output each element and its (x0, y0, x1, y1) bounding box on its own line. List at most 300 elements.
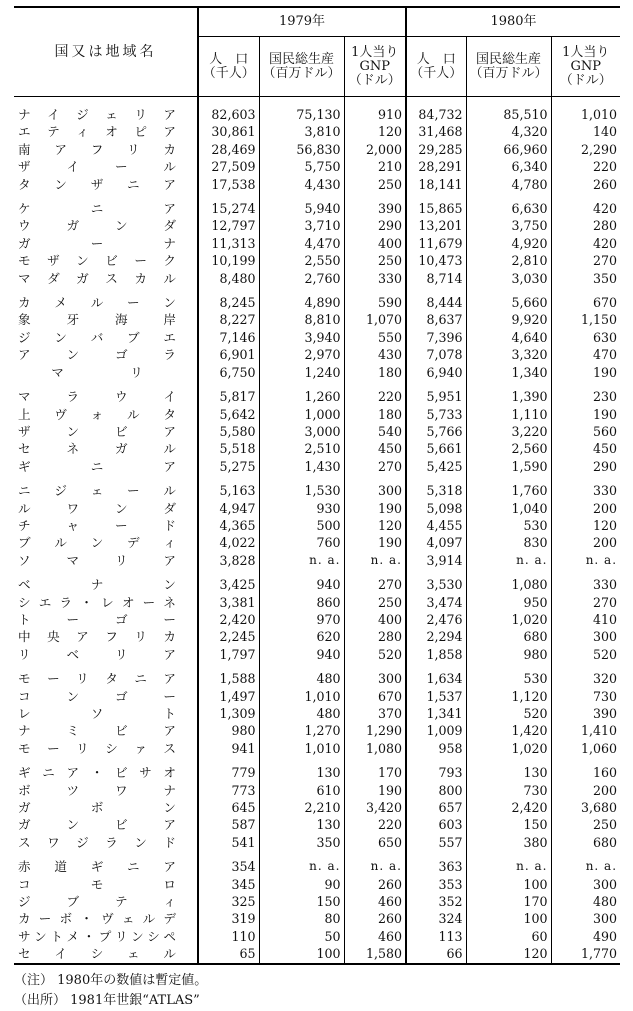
cell-g79: n. a. (259, 858, 344, 875)
cell-p79: 587 (198, 816, 259, 833)
cell-c80: 670 (551, 294, 620, 311)
country-name-text: コ モ ロ (18, 876, 176, 892)
cell-p79: 980 (198, 722, 259, 739)
cell-g79: 8,810 (259, 311, 344, 328)
cell-g79: 940 (259, 646, 344, 663)
table-row (14, 611, 620, 628)
cell-g80: 150 (466, 816, 551, 833)
table-row (14, 440, 620, 457)
country-name-text: ギ ニ ア ・ ビ サ オ (18, 765, 176, 781)
cell-p80: 11,679 (406, 235, 466, 252)
cell-p80: 31,468 (406, 123, 466, 140)
country-name (14, 252, 198, 269)
cell-g80: 1,020 (466, 611, 551, 628)
cell-c79: 290 (344, 217, 406, 234)
country-name-text: マ リ (51, 364, 143, 380)
table-row (14, 876, 620, 893)
country-name-text: 象 牙 海 岸 (18, 312, 176, 328)
cell-g80: 1,120 (466, 688, 551, 705)
cell-p79: 1,497 (198, 688, 259, 705)
cell-g79: 1,270 (259, 722, 344, 739)
table-row (14, 235, 620, 252)
cell-c79: 430 (344, 346, 406, 363)
country-name-text: ガ ボ ン (18, 800, 176, 816)
country-name-text: ナ イ ジ ェ リ ア (18, 107, 176, 122)
cell-g79: 4,430 (259, 176, 344, 193)
country-name-text: 南 ア フ リ カ (18, 141, 176, 157)
cell-c79: 370 (344, 705, 406, 722)
cell-c79: 120 (344, 517, 406, 534)
cell-p79: 354 (198, 858, 259, 875)
cell-c79: 190 (344, 534, 406, 551)
cell-p80: 6,940 (406, 364, 466, 381)
cell-p79: 4,022 (198, 534, 259, 551)
cell-p80: 793 (406, 764, 466, 781)
cell-p79: 1,588 (198, 670, 259, 687)
table-row (14, 834, 620, 851)
cell-g79: 3,000 (259, 423, 344, 440)
country-name (14, 705, 198, 722)
country-name-text: ブ ル ン デ ィ (18, 535, 176, 551)
country-name-text: コ ン ゴ ー (18, 688, 176, 704)
cell-g79: 80 (259, 910, 344, 927)
cell-c80: 1,410 (551, 722, 620, 739)
cell-g79: 860 (259, 594, 344, 611)
cell-c80: 3,680 (551, 799, 620, 816)
cell-c80: 350 (551, 270, 620, 287)
cell-p80: 4,097 (406, 534, 466, 551)
country-name (14, 364, 198, 381)
cell-c79: 400 (344, 235, 406, 252)
cell-c80: 200 (551, 500, 620, 517)
cell-g80: 3,320 (466, 346, 551, 363)
cell-c79: 190 (344, 782, 406, 799)
cell-g79: 1,000 (259, 406, 344, 423)
country-name (14, 834, 198, 851)
country-name-text: レ ソ ト (18, 706, 176, 721)
cell-g79: 3,810 (259, 123, 344, 140)
cell-p79: 5,642 (198, 406, 259, 423)
cell-c79: 520 (344, 646, 406, 663)
cell-g79: 150 (259, 893, 344, 910)
cell-g79: 970 (259, 611, 344, 628)
cell-c80: 470 (551, 346, 620, 363)
cell-c79: 2,000 (344, 141, 406, 158)
country-name (14, 893, 198, 910)
cell-c79: 250 (344, 176, 406, 193)
cell-g79: 1,260 (259, 388, 344, 405)
cell-c80: 420 (551, 200, 620, 217)
table-row (14, 740, 620, 757)
cell-p79: 10,199 (198, 252, 259, 269)
table-row (14, 346, 620, 363)
cell-g80: 6,340 (466, 158, 551, 175)
country-name (14, 500, 198, 517)
cell-g79: 4,890 (259, 294, 344, 311)
cell-p79: 5,275 (198, 458, 259, 475)
country-name-text: ザ ン ビ ア (18, 423, 176, 439)
cell-p80: 3,530 (406, 576, 466, 593)
country-name-text: タ ン ザ ニ ア (18, 176, 176, 192)
cell-p79: 65 (198, 945, 259, 963)
cell-p80: 800 (406, 782, 466, 799)
country-name (14, 611, 198, 628)
table-row (14, 705, 620, 722)
country-name-text: ナ ミ ビ ア (18, 723, 176, 739)
group-spacer (14, 757, 620, 764)
country-name (14, 534, 198, 551)
table-row (14, 670, 620, 687)
cell-c79: 250 (344, 252, 406, 269)
cell-c79: 270 (344, 576, 406, 593)
cell-p80: 5,318 (406, 482, 466, 499)
country-name (14, 482, 198, 499)
country-name (14, 270, 198, 287)
table-row (14, 594, 620, 611)
country-name-text: ベ ナ ン (18, 577, 176, 593)
cell-c80: 680 (551, 834, 620, 851)
cell-c79: 590 (344, 294, 406, 311)
country-name-text: モ ザ ン ビ ー ク (18, 253, 176, 269)
table-row (14, 270, 620, 287)
country-name-text: ル ワ ン ダ (18, 500, 176, 516)
country-name (14, 576, 198, 593)
cell-c80: 200 (551, 782, 620, 799)
table-row (14, 858, 620, 875)
country-name (14, 200, 198, 217)
table-row (14, 500, 620, 517)
table-row (14, 576, 620, 593)
cell-p79: 6,750 (198, 364, 259, 381)
cell-c79: 220 (344, 388, 406, 405)
group-spacer (14, 569, 620, 576)
country-name (14, 740, 198, 757)
cell-c79: 910 (344, 106, 406, 123)
country-name (14, 176, 198, 193)
cell-g80: 4,780 (466, 176, 551, 193)
table-row (14, 893, 620, 910)
cell-c80: 270 (551, 252, 620, 269)
group-spacer (14, 193, 620, 200)
cell-c80: 390 (551, 705, 620, 722)
table-row (14, 534, 620, 551)
country-name-text: シ エ ラ ・ レ オ ー ネ (18, 594, 176, 610)
cell-g79: 1,530 (259, 482, 344, 499)
cell-c80: 250 (551, 816, 620, 833)
cell-c80: 450 (551, 440, 620, 457)
country-name (14, 517, 198, 534)
cell-p80: 8,444 (406, 294, 466, 311)
cell-c79: 250 (344, 594, 406, 611)
cell-c79: 220 (344, 816, 406, 833)
cell-c79: 650 (344, 834, 406, 851)
cell-p80: 18,141 (406, 176, 466, 193)
cell-g79: 3,940 (259, 329, 344, 346)
cell-p80: 28,291 (406, 158, 466, 175)
cell-g80: 1,760 (466, 482, 551, 499)
country-name-text: セ イ シ ェ ル (18, 946, 176, 962)
cell-c79: 260 (344, 876, 406, 893)
table-row (14, 945, 620, 963)
cell-g79: 620 (259, 628, 344, 645)
cell-p79: 110 (198, 928, 259, 945)
cell-g79: 2,550 (259, 252, 344, 269)
cell-c79: 260 (344, 910, 406, 927)
cell-c79: 400 (344, 611, 406, 628)
cell-g79: 5,940 (259, 200, 344, 217)
table-body (14, 97, 620, 964)
cell-p80: 657 (406, 799, 466, 816)
country-name (14, 123, 198, 140)
cell-c79: 3,420 (344, 799, 406, 816)
cell-p79: 541 (198, 834, 259, 851)
cell-c79: 460 (344, 893, 406, 910)
cell-c79: 210 (344, 158, 406, 175)
cell-p79: 8,245 (198, 294, 259, 311)
country-name (14, 722, 198, 739)
country-name-text: チ ャ ー ド (18, 517, 176, 533)
cell-g79: 610 (259, 782, 344, 799)
table-row (14, 364, 620, 381)
cell-p80: 5,951 (406, 388, 466, 405)
cell-p79: 3,425 (198, 576, 259, 593)
cell-p80: 1,634 (406, 670, 466, 687)
country-name-text: ウ ガ ン ダ (18, 218, 176, 234)
table-row (14, 329, 620, 346)
country-name (14, 311, 198, 328)
cell-g79: 1,010 (259, 740, 344, 757)
cell-c79: 330 (344, 270, 406, 287)
cell-p79: 4,365 (198, 517, 259, 534)
cell-p79: 645 (198, 799, 259, 816)
cell-g79: 2,970 (259, 346, 344, 363)
cell-c80: 190 (551, 406, 620, 423)
country-name-text: セ ネ ガ ル (18, 441, 176, 457)
cell-p80: 5,661 (406, 440, 466, 457)
cell-p80: 557 (406, 834, 466, 851)
cell-p79: 5,817 (198, 388, 259, 405)
cell-p79: 11,313 (198, 235, 259, 252)
table-row (14, 217, 620, 234)
country-name-text: 上 ヴ ォ ル タ (18, 406, 176, 422)
cell-p79: 8,480 (198, 270, 259, 287)
country-name-text: エ テ ィ オ ピ ア (18, 124, 176, 140)
cell-c79: 300 (344, 482, 406, 499)
cell-p79: 773 (198, 782, 259, 799)
cell-c80: 140 (551, 123, 620, 140)
cell-c80: 1,770 (551, 945, 620, 963)
cell-c79: 180 (344, 406, 406, 423)
cell-p79: 7,146 (198, 329, 259, 346)
table-row (14, 646, 620, 663)
gnp-table (14, 6, 620, 965)
table-row (14, 816, 620, 833)
country-name (14, 141, 198, 158)
cell-g80: 520 (466, 705, 551, 722)
year-1979-header: 1979年 (198, 7, 406, 37)
cell-p80: 1,341 (406, 705, 466, 722)
table-row (14, 423, 620, 440)
country-name-text: ガ ー ナ (18, 235, 176, 251)
cell-p80: 5,098 (406, 500, 466, 517)
cell-p80: 5,425 (406, 458, 466, 475)
cell-p79: 779 (198, 764, 259, 781)
cell-g79: 4,470 (259, 235, 344, 252)
group-spacer (14, 475, 620, 482)
table-row (14, 688, 620, 705)
cell-c80: 260 (551, 176, 620, 193)
percap-header-1980: 1人当り GNP （ドル） (551, 37, 620, 97)
country-name (14, 594, 198, 611)
cell-c80: 520 (551, 646, 620, 663)
table-row (14, 722, 620, 739)
cell-p79: 28,469 (198, 141, 259, 158)
cell-g80: 2,420 (466, 799, 551, 816)
country-name (14, 423, 198, 440)
cell-p79: 3,381 (198, 594, 259, 611)
table-row (14, 910, 620, 927)
cell-g79: 130 (259, 764, 344, 781)
table-row (14, 176, 620, 193)
country-name (14, 235, 198, 252)
cell-g79: 940 (259, 576, 344, 593)
table-row (14, 552, 620, 569)
table-row (14, 141, 620, 158)
table-row (14, 782, 620, 799)
cell-c79: n. a. (344, 858, 406, 875)
country-name (14, 552, 198, 569)
cell-g80: 1,390 (466, 388, 551, 405)
cell-g80: 2,810 (466, 252, 551, 269)
country-name (14, 440, 198, 457)
country-name (14, 764, 198, 781)
country-name-text: カ ー ボ ・ ヴ ェ ル デ (18, 911, 176, 927)
table-header (14, 7, 620, 97)
group-spacer (14, 97, 620, 107)
cell-c79: 390 (344, 200, 406, 217)
cell-c80: 220 (551, 158, 620, 175)
cell-g80: 380 (466, 834, 551, 851)
cell-p79: 12,797 (198, 217, 259, 234)
cell-c80: n. a. (551, 552, 620, 569)
cell-c80: 120 (551, 517, 620, 534)
cell-p80: 958 (406, 740, 466, 757)
cell-c79: 1,580 (344, 945, 406, 963)
cell-g80: 830 (466, 534, 551, 551)
country-name (14, 329, 198, 346)
cell-g80: 950 (466, 594, 551, 611)
country-name-text: カ メ ル ー ン (18, 295, 176, 311)
cell-g80: 4,320 (466, 123, 551, 140)
cell-g80: 530 (466, 517, 551, 534)
table-row (14, 628, 620, 645)
table-row (14, 764, 620, 781)
cell-c79: 540 (344, 423, 406, 440)
cell-g79: 3,710 (259, 217, 344, 234)
cell-g79: 75,130 (259, 106, 344, 123)
cell-c80: 230 (551, 388, 620, 405)
country-name (14, 294, 198, 311)
table-row (14, 158, 620, 175)
cell-p79: 2,420 (198, 611, 259, 628)
cell-g80: 9,920 (466, 311, 551, 328)
group-spacer (14, 381, 620, 388)
country-name-text: ガ ン ビ ア (18, 817, 176, 833)
cell-c79: 450 (344, 440, 406, 457)
cell-g79: 760 (259, 534, 344, 551)
cell-c80: 420 (551, 235, 620, 252)
country-name-text: ソ マ リ ア (18, 552, 176, 568)
gnp-header-1979: 国民総生産 （百万ドル） (259, 37, 344, 97)
cell-g80: 130 (466, 764, 551, 781)
cell-p80: 324 (406, 910, 466, 927)
cell-g79: 130 (259, 816, 344, 833)
population-header-1980: 人 口 （千人） (406, 37, 466, 97)
cell-g79: 90 (259, 876, 344, 893)
cell-c80: 200 (551, 534, 620, 551)
document-page (14, 6, 620, 1011)
cell-g80: 1,340 (466, 364, 551, 381)
cell-g79: 1,010 (259, 688, 344, 705)
cell-c80: 1,150 (551, 311, 620, 328)
cell-p80: 353 (406, 876, 466, 893)
cell-p80: 3,914 (406, 552, 466, 569)
country-name (14, 406, 198, 423)
table-row (14, 458, 620, 475)
cell-g80: 1,020 (466, 740, 551, 757)
cell-g80: 3,750 (466, 217, 551, 234)
cell-c80: 160 (551, 764, 620, 781)
country-name-text: モ ー リ シ ァ ス (18, 740, 176, 756)
cell-g80: 66,960 (466, 141, 551, 158)
cell-g80: 980 (466, 646, 551, 663)
cell-p80: 603 (406, 816, 466, 833)
cell-c79: 120 (344, 123, 406, 140)
cell-p80: 8,637 (406, 311, 466, 328)
cell-c80: 730 (551, 688, 620, 705)
cell-g80: n. a. (466, 552, 551, 569)
cell-c79: 550 (344, 329, 406, 346)
cell-p80: 1,858 (406, 646, 466, 663)
cell-p80: 5,766 (406, 423, 466, 440)
country-name-text: ス ワ ジ ラ ン ド (18, 834, 176, 850)
cell-g79: 930 (259, 500, 344, 517)
cell-c79: 1,080 (344, 740, 406, 757)
country-name (14, 816, 198, 833)
country-name (14, 106, 198, 123)
cell-c80: 300 (551, 628, 620, 645)
cell-g80: n. a. (466, 858, 551, 875)
cell-g80: 680 (466, 628, 551, 645)
cell-g79: n. a. (259, 552, 344, 569)
cell-c79: 180 (344, 364, 406, 381)
cell-g80: 530 (466, 670, 551, 687)
country-name-text: 赤 道 ギ ニ ア (18, 859, 176, 875)
cell-g80: 120 (466, 945, 551, 963)
country-name-text: ジ ン バ ブ エ (18, 329, 176, 345)
country-name-text: ケ ニ ア (18, 201, 176, 217)
cell-g79: 2,510 (259, 440, 344, 457)
cell-p80: 7,396 (406, 329, 466, 346)
table-row (14, 200, 620, 217)
cell-p79: 325 (198, 893, 259, 910)
cell-c80: 1,010 (551, 106, 620, 123)
notes (14, 971, 620, 1011)
cell-c79: 280 (344, 628, 406, 645)
cell-c79: 170 (344, 764, 406, 781)
cell-c79: 300 (344, 670, 406, 687)
cell-g80: 4,920 (466, 235, 551, 252)
